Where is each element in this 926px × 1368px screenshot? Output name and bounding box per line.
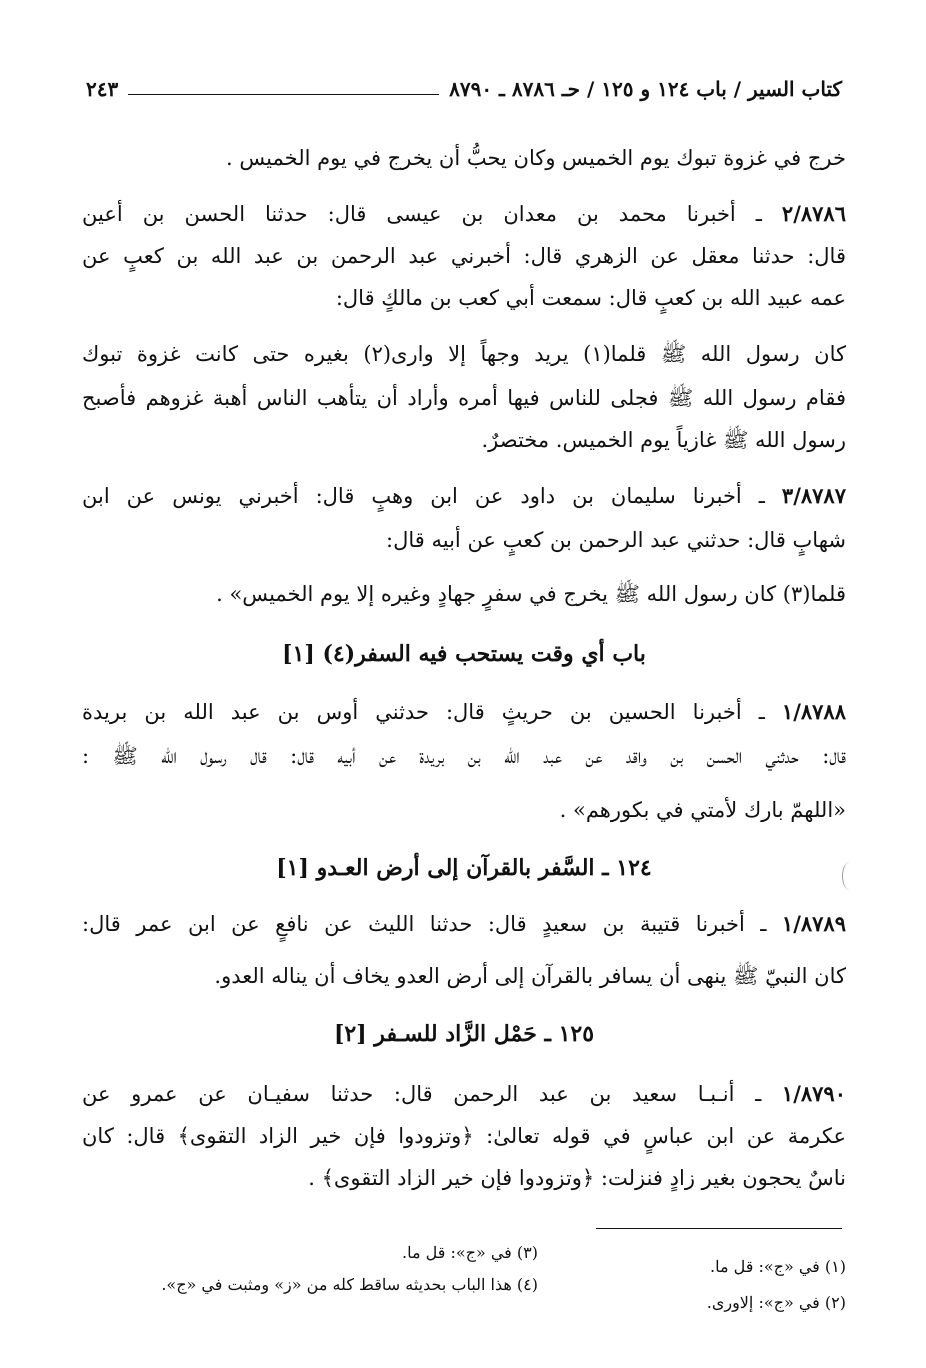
line-text: شهابٍ قال: حدثني عبد الرحمن بن كعبٍ عن أبيه قال: — [386, 528, 846, 552]
text-line — [82, 378, 846, 418]
footnote-1: (١) في «ج»: قل ما. — [709, 1257, 846, 1276]
line-text: فقام رسول الله ﷺ فجلى للناس فيها أمره وأراد أن يتأهب الناس أهبة غزوهم فأصبح — [82, 386, 846, 410]
hadith-start-line — [82, 194, 846, 234]
running-header — [86, 72, 842, 106]
line-text: خرج في غزوة تبوك يوم الخميس وكان يحبُّ أن يخرج في يوم الخميس . — [226, 146, 846, 170]
text-line — [82, 236, 846, 276]
line-text: «اللهمّ بارك لأمتي في بكورهم» . — [559, 798, 846, 822]
text-line — [82, 736, 846, 776]
hadith-number: ١/٨٧٩٠ — [781, 1081, 846, 1106]
section-heading — [82, 848, 846, 888]
line-text: ـ أخبرنا الحسين بن حريثٍ قال: حدثني أوس بن عبد الله بن بريدة — [82, 700, 782, 724]
hadith-start-line — [82, 904, 846, 944]
hadith-number: ٢/٨٧٨٦ — [781, 201, 846, 226]
hadith-number: ٣/٨٧٨٧ — [781, 483, 846, 508]
line-text: ناسٌ يحجون بغير زادٍ فنزلت: ﴿وتزودوا فإن خير الزاد التقوى﴾ . — [308, 1166, 846, 1190]
line-text: ١٢٥ ـ حَمْل الزَّاد للسـفر [٢] — [333, 1021, 595, 1047]
text-line — [82, 1116, 846, 1156]
text-line — [82, 956, 846, 996]
line-text: ـ أخبرنا قتيبة بن سعيدٍ قال: حدثنا الليث عن نافعٍ عن ابن عمر قال: — [82, 912, 782, 936]
text-line — [82, 574, 846, 614]
header-rule — [128, 94, 439, 95]
hadith-number: ١/٨٧٨٨ — [781, 699, 846, 724]
footnote-2: (٢) في «ج»: إلاورى. — [706, 1293, 846, 1312]
hadith-start-line — [82, 692, 846, 732]
line-text: ـ أخبرنا محمد بن معدان بن عيسى قال: حدثنا الحسن بن أعين — [82, 202, 782, 226]
page-number: ٢٤٣ — [86, 77, 119, 101]
line-text: قال: حدثني الحسن بن واقد عن عبد الله بن بريدة عن أبيه قال: قال رسول الله ﷺ : — [82, 744, 846, 768]
text-line — [82, 520, 846, 560]
footnote-rule — [596, 1228, 842, 1229]
line-text: ـ أخبرنا سليمان بن داود عن ابن وهبٍ قال: أخبرني يونس عن ابن — [82, 484, 782, 508]
line-text: كان النبيّ ﷺ ينهى أن يسافر بالقرآن إلى أرض العدو يخاف أن يناله العدو. — [214, 964, 846, 988]
text-line — [82, 1158, 846, 1198]
line-text: كان رسول الله ﷺ قلما(١) يريد وجهاً إلا وارى(٢) بغيره حتى كانت غزوة تبوك — [82, 342, 846, 366]
hadith-start-line — [82, 476, 846, 516]
line-text: عمه عبيد الله بن كعبٍ قال: سمعت أبي كعب بن مالكٍ قال: — [335, 286, 846, 310]
footnote-4: (٤) هذا الباب بحديثه ساقط كله من «ز» ومثبت في «ج». — [161, 1275, 538, 1294]
header-title: كتاب السير / باب ١٢٤ و ١٢٥ / حـ ٨٧٨٦ ـ ٨٧٩٠ — [449, 77, 842, 101]
section-heading — [82, 1014, 846, 1054]
line-text: باب أي وقت يستحب فيه السفر(٤) [١] — [282, 641, 646, 667]
line-text: ١٢٤ ـ السَّفر بالقرآن إلى أرض العـدو [١] — [276, 855, 652, 881]
hadith-number: ١/٨٧٨٩ — [781, 911, 846, 936]
text-line — [82, 334, 846, 374]
text-line — [82, 420, 846, 460]
section-heading — [82, 634, 846, 674]
text-line — [82, 278, 846, 318]
line-text: قلما(٣) كان رسول الله ﷺ يخرج في سفرٍ جهادٍ وغيره إلا يوم الخميس» . — [216, 582, 846, 606]
scan-mark — [842, 862, 857, 890]
line-text: ـ أنـبـا سعيد بن عبد الرحمن قال: حدثنا سفيـان عن عمرو عن — [82, 1082, 782, 1106]
line-text: عكرمة عن ابن عباسٍ في قوله تعالىٰ: ﴿وتزودوا فإن خير الزاد التقوى﴾ قال: كان — [82, 1124, 846, 1148]
text-line — [82, 790, 846, 830]
footnote-3: (٣) في «ج»: قل ما. — [401, 1243, 538, 1262]
line-text: قال: حدثنا معقل عن الزهري قال: أخبرني عبد الرحمن بن عبد الله بن كعبٍ عن — [82, 244, 846, 268]
text-line — [82, 138, 846, 178]
hadith-start-line — [82, 1074, 846, 1114]
line-text: رسول الله ﷺ غازياً يوم الخميس. مختصرٌ. — [481, 428, 846, 452]
